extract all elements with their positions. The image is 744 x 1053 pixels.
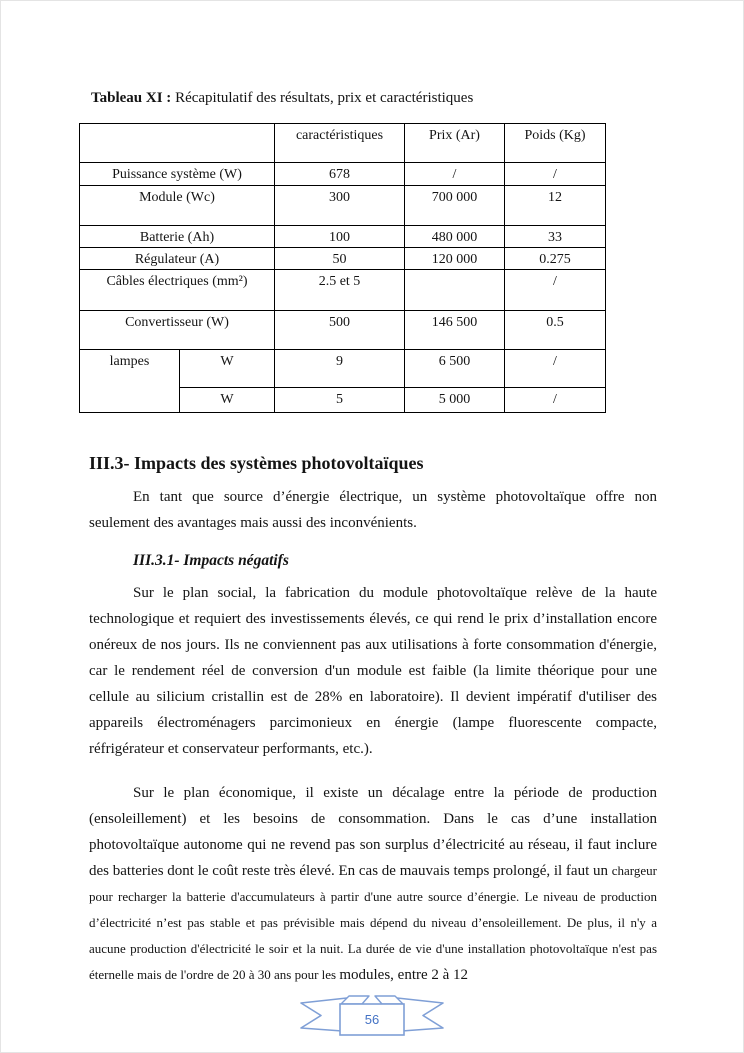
table-cell: 300 — [275, 186, 405, 226]
table-cell: Batterie (Ah) — [80, 226, 275, 248]
table-cell: Puissance système (W) — [80, 163, 275, 186]
table-cell: W — [180, 350, 275, 388]
page-content — [89, 89, 657, 988]
section-heading: III.3- Impacts des systèmes photovoltaïques — [89, 453, 424, 473]
table-cell: / — [505, 270, 606, 311]
table-cell: 33 — [505, 226, 606, 248]
paragraph-economique-tail: modules, entre 2 à 12 — [339, 967, 469, 983]
paragraph-economique-normal: Sur le plan économique, il existe un décalage entre la période de production (ensoleillement) et les besoins de consommation. Dans le cas d’une installation photovoltaïque autonome qui ne revend pas son surplus d’électricité au réseau, il faut inclure des batteries dont le coût reste très élevé. En cas de mauvais temps prolongé, il faut un — [89, 785, 657, 879]
table-cell: Convertisseur (W) — [80, 311, 275, 350]
table-cell: / — [505, 163, 606, 186]
table-cell: 2.5 et 5 — [275, 270, 405, 311]
table-row — [80, 270, 606, 311]
table-cell: 480 000 — [405, 226, 505, 248]
table-cell: 0.275 — [505, 248, 606, 270]
page-number-ribbon — [292, 985, 452, 1041]
table-caption-label: Tableau XI : — [91, 90, 172, 106]
table-cell: / — [505, 350, 606, 388]
table-row — [80, 163, 606, 186]
spec-table — [79, 123, 606, 413]
table-row — [80, 186, 606, 226]
table-cell: / — [505, 388, 606, 413]
table-header-cell — [80, 124, 275, 163]
table-row — [80, 226, 606, 248]
table-header-cell: caractéristiques — [275, 124, 405, 163]
table-row — [80, 350, 606, 388]
table-cell: 50 — [275, 248, 405, 270]
ribbon-banner-icon — [292, 985, 452, 1041]
table-cell: 6 500 — [405, 350, 505, 388]
table-caption-text: Récapitulatif des résultats, prix et caractéristiques — [171, 90, 474, 106]
table-header-cell: Prix (Ar) — [405, 124, 505, 163]
intro-paragraph: En tant que source d’énergie électrique, un système photovoltaïque offre non seulement des avantages mais aussi des inconvénients. — [89, 489, 657, 531]
table-cell: Câbles électriques (mm²) — [80, 270, 275, 311]
paragraph-economique-small: chargeur pour recharger la batterie d'accumulateurs à partir d'une autre source d’énergie. Le niveau de production d’électricité n’est pas stable et pas prévisible mais dépend du niveau d’ensoleillement. De plus, il n'y a aucune production d'électricité le soir et la nuit. La durée de vie d'une installation photovoltaïque n'est pas éternelle mais de l'ordre de 20 à 30 ans pour les — [89, 863, 657, 982]
table-cell: 5 000 — [405, 388, 505, 413]
paragraph-social: Sur le plan social, la fabrication du module photovoltaïque relève de la haute technologique et requiert des investissements élevés, ce qui rend le prix d’installation encore onéreux de nos jours. Ils ne conviennent pas aux utilisations à forte consommation d'énergie, car le rendement réel de conversion d'un module est faible (la limite théorique pour une cellule au silicium cristallin est de 28% en laboratoire). Il devient impératif d'utiliser des appareils électroménagers parcimonieux en énergie (lampe fluorescente compacte, réfrigérateur et conservateur performants, etc.). — [89, 585, 657, 757]
table-cell: 100 — [275, 226, 405, 248]
table-cell: 678 — [275, 163, 405, 186]
subsection-heading: III.3.1- Impacts négatifs — [133, 552, 289, 569]
table-cell: Régulateur (A) — [80, 248, 275, 270]
table-cell: Module (Wc) — [80, 186, 275, 226]
table-cell: 700 000 — [405, 186, 505, 226]
table-cell: 5 — [275, 388, 405, 413]
paragraph-economique — [89, 780, 657, 988]
table-cell — [405, 270, 505, 311]
table-caption — [91, 89, 657, 107]
table-cell-lampes: lampes — [80, 350, 180, 413]
table-header-row — [80, 124, 606, 163]
table-cell: 9 — [275, 350, 405, 388]
table-cell: 120 000 — [405, 248, 505, 270]
table-header-cell: Poids (Kg) — [505, 124, 606, 163]
table-row — [80, 311, 606, 350]
table-cell: 500 — [275, 311, 405, 350]
table-cell: / — [405, 163, 505, 186]
page-number: 56 — [364, 1012, 380, 1027]
table-cell: W — [180, 388, 275, 413]
table-cell: 0.5 — [505, 311, 606, 350]
table-cell: 12 — [505, 186, 606, 226]
table-cell: 146 500 — [405, 311, 505, 350]
table-row — [80, 248, 606, 270]
